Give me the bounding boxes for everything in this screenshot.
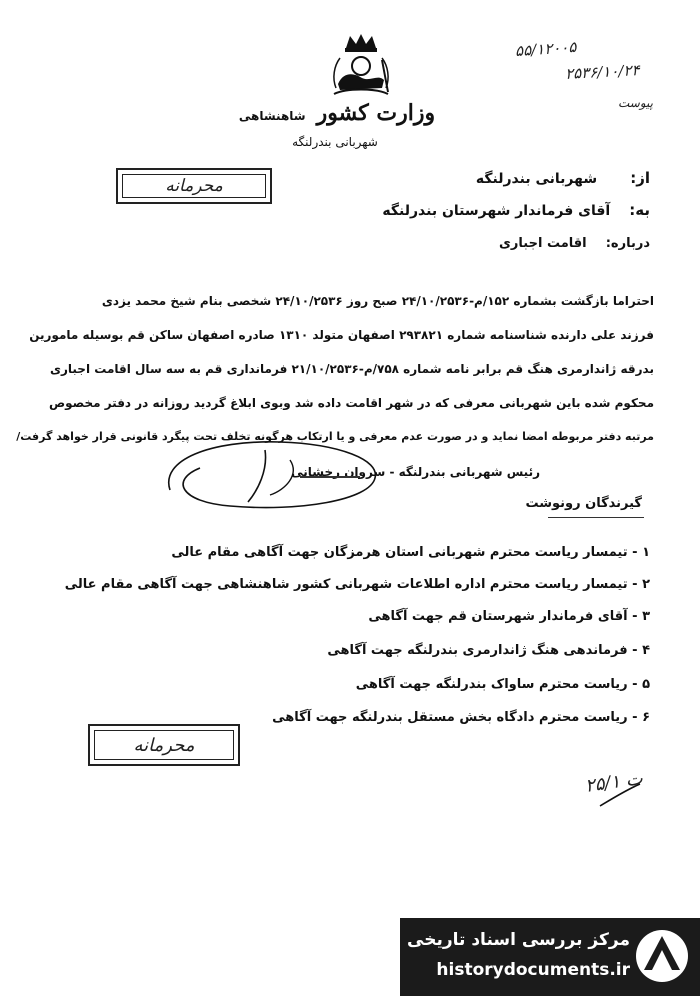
subject-row xyxy=(499,232,650,251)
margin-note-attachment: پیوست xyxy=(618,96,653,110)
ministry-suffix: شاهنشاهی xyxy=(238,109,306,123)
body-line-1: احتراما بازگشت بشماره ۱۵۲/م-۲۴/۱۰/۲۵۳۶ صبح روز ۲۴/۱۰/۲۵۳۶ شخصی بنام شیخ محمد یزدی xyxy=(101,294,654,308)
margin-note-number: ۵۵/۱۲۰۰۵ xyxy=(514,37,578,61)
watermark-title: مرکز بررسی اسناد تاریخی xyxy=(407,930,630,950)
cc-item-2: ۲ - تیمسار ریاست محترم اداره اطلاعات شهربانی کشور شاهنشاهی جهت آگاهی مقام عالی xyxy=(64,577,650,592)
initials-stroke-icon xyxy=(596,780,646,810)
to-value: آقای فرماندار شهرستان بندرلنگه xyxy=(382,203,611,219)
body-line-3: بدرقه ژاندارمری هنگ قم برابر نامه شماره ۷۵۸/م-۲۱/۱۰/۲۵۳۶ فرمانداری قم به سه سال اقامت اجباری xyxy=(49,362,654,376)
signature-line: رئیس شهربانی بندرلنگه - سروان رخشانی xyxy=(291,465,540,479)
subject-value: اقامت اجباری xyxy=(499,236,587,251)
cc-item-5: ۵ - ریاست محترم ساواک بندرلنگه جهت آگاهی xyxy=(355,677,650,692)
to-row xyxy=(382,200,650,219)
cc-item-1: ۱ - تیمسار ریاست محترم شهربانی استان هرمزگان جهت آگاهی مقام عالی xyxy=(171,545,650,560)
cc-item-3: ۳ - آقای فرماندار شهرستان قم جهت آگاهی xyxy=(368,609,650,624)
lion-and-sun-emblem-icon xyxy=(326,30,396,102)
handwritten-initials: ت ۲۵/۱ xyxy=(583,768,644,797)
from-row xyxy=(476,168,650,187)
watermark-url: historydocuments.ir xyxy=(436,960,630,980)
subject-label: درباره: xyxy=(605,236,650,251)
archive-logo-icon xyxy=(632,926,692,986)
from-label: از: xyxy=(630,169,650,187)
to-label: به: xyxy=(629,201,650,219)
ministry-name: وزارت کشور xyxy=(316,100,436,126)
confidential-stamp-top xyxy=(116,168,272,204)
body-line-4: محکوم شده باین شهربانی معرفی که در شهر اقامت داده شد وبوی ابلاغ گردید روزانه در دفتر مخصوص xyxy=(48,396,654,410)
handwritten-signature-icon xyxy=(150,420,390,520)
cc-heading: گیرندگان رونوشت xyxy=(525,496,642,511)
from-value: شهربانی بندرلنگه xyxy=(475,171,598,187)
office-name: شهربانی بندرلنگه xyxy=(292,135,378,149)
stamp-bottom-text: محرمانه xyxy=(133,735,195,756)
body-line-2: فرزند علی دارنده شناسنامه شماره ۲۹۳۸۲۱ اصفهان متولد ۱۳۱۰ صادره اصفهان ساکن قم بوسیله مامورین xyxy=(29,328,654,342)
cc-heading-underline xyxy=(548,517,644,518)
cc-item-4: ۴ - فرماندهی هنگ ژاندارمری بندرلنگه جهت آگاهی xyxy=(327,643,650,658)
confidential-stamp-bottom xyxy=(88,724,240,766)
cc-item-6: ۶ - ریاست محترم دادگاه بخش مستقل بندرلنگه جهت آگاهی xyxy=(272,710,650,725)
margin-note-ref: ۲۵۳۶/۱۰/۲۴ xyxy=(564,61,640,83)
stamp-top-text: محرمانه xyxy=(165,176,223,196)
body-line-5: مرتبه دفتر مربوطه امضا نماید و در صورت عدم معرفی و یا ارتکاب هرگونه تخلف تحت پیگرد قانونی قرار خواهد گرفت/ xyxy=(16,430,654,443)
letterhead-title xyxy=(212,100,462,126)
